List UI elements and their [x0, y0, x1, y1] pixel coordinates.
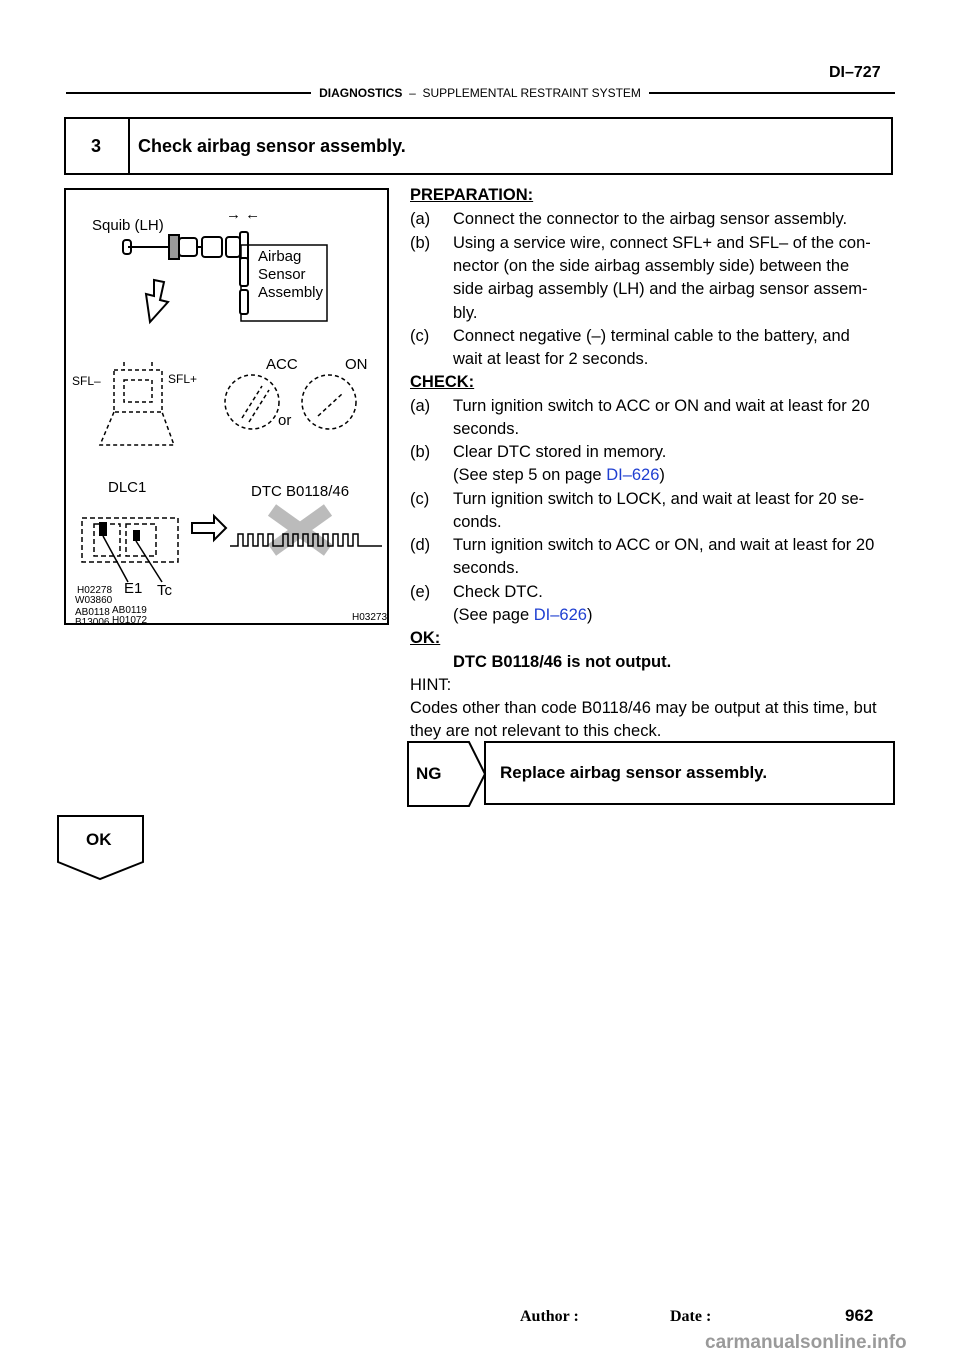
ok-heading: OK: — [410, 629, 441, 647]
item-label: (a) — [410, 210, 431, 228]
header-separator: – — [409, 86, 416, 100]
item-text: side airbag assembly (LH) and the airbag sensor assem- — [453, 280, 868, 298]
sfl-minus-label: SFL– — [72, 374, 101, 388]
item-text: seconds. — [453, 559, 520, 577]
item-text: bly. — [453, 304, 478, 322]
dtc-label: DTC B0118/46 — [251, 483, 350, 500]
acc-label: ACC — [266, 356, 298, 373]
item-text: seconds. — [453, 420, 520, 438]
footer-page-number: 962 — [845, 1306, 874, 1325]
item-label: (c) — [410, 490, 430, 508]
item-text: nector (on the side airbag assembly side) between the — [453, 257, 850, 275]
step-title: Check airbag sensor assembly. — [138, 135, 406, 156]
on-label: ON — [345, 356, 368, 373]
subsection-name: SUPPLEMENTAL RESTRAINT SYSTEM — [422, 86, 641, 100]
ok-branch-label: OK — [86, 830, 112, 849]
ref-code: H02278 — [77, 585, 113, 596]
watermark: carmanualsonline.info — [705, 1332, 907, 1353]
item-text: conds. — [453, 513, 502, 531]
item-text: Connect the connector to the airbag sensor assembly. — [453, 210, 848, 228]
sensor-label-2: Sensor — [258, 266, 306, 283]
tc-label: Tc — [157, 582, 172, 599]
ref-text-close: ) — [659, 466, 665, 484]
hint-heading: HINT: — [410, 676, 452, 694]
ng-label: NG — [416, 764, 442, 783]
item-text: Connect negative (–) terminal cable to the battery, and — [453, 327, 850, 345]
item-text: Clear DTC stored in memory. — [453, 443, 667, 461]
footer-date: Date : — [670, 1308, 712, 1325]
item-label: (e) — [410, 583, 431, 601]
item-label: (c) — [410, 327, 430, 345]
ok-text: DTC B0118/46 is not output. — [453, 653, 672, 671]
item-label: (a) — [410, 397, 431, 415]
item-text: Using a service wire, connect SFL+ and SFL– of the con- — [453, 234, 871, 252]
hint-line-1: Codes other than code B0118/46 may be output at this time, but — [410, 699, 877, 717]
sensor-label-1: Airbag — [258, 248, 302, 265]
diagram-figure — [64, 188, 389, 628]
e1-label: E1 — [124, 580, 143, 597]
item-text: wait at least for 2 seconds. — [453, 350, 649, 368]
sensor-label-3: Assembly — [258, 284, 324, 301]
item-label: (b) — [410, 234, 431, 252]
hint-line-2: they are not relevant to this check. — [410, 722, 662, 740]
ref-code: H01072 — [112, 615, 148, 626]
right-arrow-icon — [192, 516, 226, 540]
down-arrow-icon — [146, 280, 168, 322]
item-label: (b) — [410, 443, 431, 461]
ref-code: AB0118 — [75, 607, 110, 618]
squib-label: Squib (LH) — [92, 217, 164, 234]
or-label: or — [278, 412, 292, 429]
connect-arrows: → ← — [226, 206, 261, 223]
header-title — [0, 86, 960, 100]
ng-action-text: Replace airbag sensor assembly. — [500, 763, 768, 782]
preparation-heading: PREPARATION: — [410, 186, 534, 204]
step-number: 3 — [64, 117, 130, 175]
ref-text: (See page — [453, 606, 534, 624]
dlc1-label: DLC1 — [108, 479, 147, 496]
check-heading: CHECK: — [410, 373, 475, 391]
footer-author: Author : — [520, 1308, 579, 1325]
sfl-connector-drawing — [100, 362, 174, 445]
sfl-plus-label: SFL+ — [168, 372, 198, 386]
item-text: Turn ignition switch to LOCK, and wait at least for 20 se- — [453, 490, 865, 508]
item-text: Turn ignition switch to ACC or ON and wait at least for 20 — [453, 397, 870, 415]
item-label: (d) — [410, 536, 431, 554]
ref-code: W03860 — [75, 595, 113, 606]
section-name: DIAGNOSTICS — [319, 86, 403, 100]
item-text: Turn ignition switch to ACC or ON, and wait at least for 20 — [453, 536, 875, 554]
dlc1-connector-drawing — [82, 518, 178, 562]
figure-id: H03273 — [352, 612, 388, 623]
page-link[interactable]: DI–626 — [606, 466, 660, 484]
dtc-waveform — [230, 510, 382, 550]
diagram-drawing — [66, 190, 391, 627]
ref-code: B13006 — [75, 617, 110, 628]
ref-code: AB0119 — [112, 605, 147, 616]
ref-text: (See step 5 on page — [453, 466, 607, 484]
ref-text-close: ) — [586, 606, 593, 624]
item-text: Check DTC. — [453, 583, 543, 601]
page-link[interactable]: DI–626 — [533, 606, 587, 624]
page-code: DI–727 — [829, 64, 881, 81]
squib-connector-drawing — [123, 232, 248, 262]
